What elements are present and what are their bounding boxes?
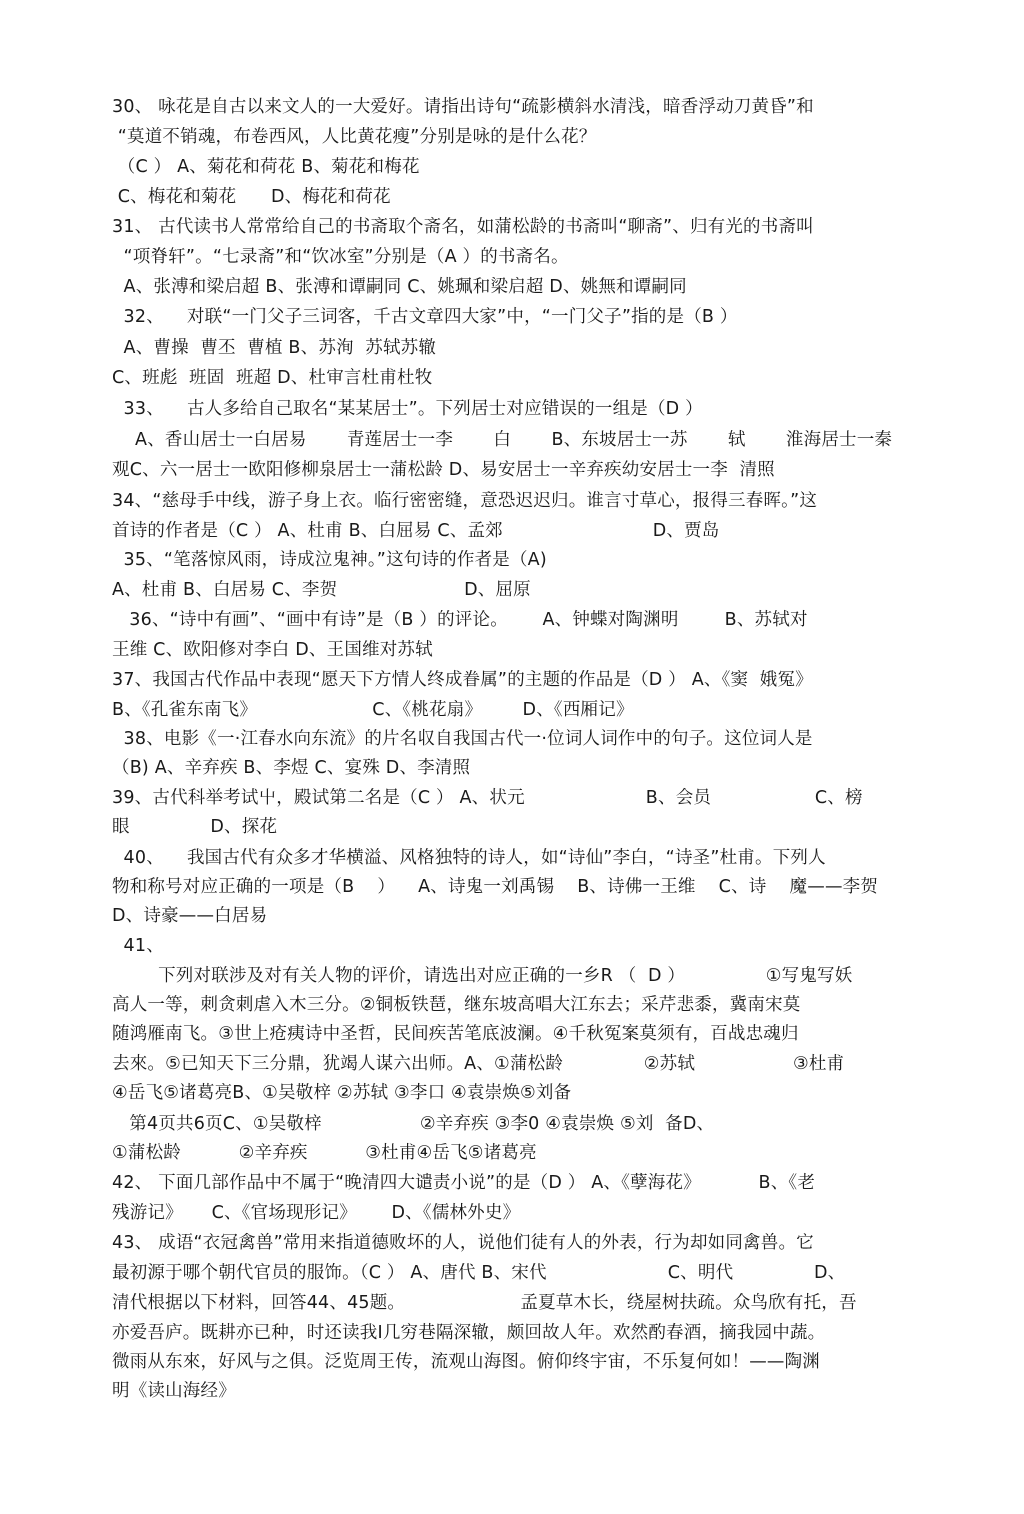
- text-line: 40、 我国古代有众多才华横溢、风格独特的诗人，如“诗仙”李白，“诗圣”杜甫。下列人: [112, 848, 826, 868]
- text-line: ①蒲松龄 ②辛弃疾 ③杜甫④岳飞⑤诸葛亮: [112, 1143, 537, 1163]
- text-line: 31、 古代读书人常常给自己的书斋取个斋名，如蒲松龄的书斋叫“聊斋”、归有光的书斋叫: [112, 217, 814, 237]
- text-line: 第4页共6页C、①吴敬梓 ②辛弃疾 ③李0 ④袁崇焕 ⑤刘 备D、: [112, 1114, 715, 1134]
- text-line: 33、 古人多给自己取名“某某居士”。下列居士对应错误的一组是（D ）: [112, 399, 703, 419]
- text-line: 37、我国古代作品中表现“愿天下方情人终成眷属”的主题的作品是（D ） A、《窦 娥冤》: [112, 670, 813, 690]
- text-line: 亦爱吾庐。既耕亦已种，时还读我I几穷巷隔深辙，颇回故人年。欢然酌春酒，摘我园中蔬。: [112, 1323, 826, 1343]
- text-line: 35、“笔落惊风雨，诗成泣鬼神。”这句诗的作者是（A): [112, 550, 547, 570]
- text-line: 32、 对联“一门父子三词客，千古文章四大家”中，“一门父子”指的是（B ）: [112, 307, 738, 327]
- text-line: C、班彪 班固 班超 D、杜审言杜甫杜牧: [112, 368, 433, 388]
- text-line: 微雨从东來，好风与之俱。泛览周王传，流观山海图。俯仰终宇宙，不乐复何如！——陶渊: [112, 1352, 820, 1372]
- text-line: “莫道不销魂，布卷西风，人比黄花瘦”分别是咏的是什么花？: [112, 127, 597, 147]
- text-line: 首诗的作者是（C ） A、杜甫 B、白屈易 C、孟郊 D、贾岛: [112, 521, 720, 541]
- text-line: 随鸿雁南飞。③世上疮痍诗中圣哲，民间疾苦笔底波澜。④千秋冤案莫须有，百战忠魂归: [112, 1024, 799, 1044]
- text-line: 明《读山海经》: [112, 1381, 236, 1401]
- text-line: 眼 D、探花: [112, 817, 278, 837]
- text-line: 高人一等，刺贪刺虐入木三分。②铜板铁琶，继东坡高唱大江东去；采芹悲黍，冀南宋莫: [112, 995, 801, 1015]
- text-line: A、张溥和梁启超 B、张溥和谭嗣同 C、姚珮和梁启超 D、姚無和谭嗣同: [112, 277, 687, 297]
- text-line: 清代根据以下材料，回答44、45题。 孟夏草木长，绕屋树扶疏。众鸟欣有托，吾: [112, 1293, 857, 1313]
- text-line: 30、 咏花是自古以来文人的一大爱好。请指出诗句“疏影横斜水清浅，暗香浮动刀黄昏”和: [112, 97, 814, 117]
- text-line: 去來。⑤已知天下三分鼎，犹竭人谋六出师。A、①蒲松龄 ②苏轼 ③杜甫: [112, 1054, 845, 1074]
- text-line: A、曹操 曹丕 曹植 B、苏洵 苏轼苏辙: [112, 338, 437, 358]
- text-line: ④岳飞⑤诸葛亮B、①吴敬梓 ②苏轼 ③李口 ④袁崇焕⑤刘备: [112, 1083, 572, 1103]
- text-line: 最初源于哪个朝代官员的服饰。（C ） A、唐代 B、宋代 C、明代 D、: [112, 1263, 846, 1283]
- text-line: 王维 C、欧阳修对李白 D、王国维对苏轼: [112, 640, 433, 660]
- text-line: （C ） A、菊花和荷花 B、菊花和梅花: [112, 157, 420, 177]
- text-line: 36、“诗中有画”、“画中有诗”是（B ）的评论。 A、钟蝶对陶渊明 B、苏轼对: [112, 610, 808, 630]
- text-line: 43、 成语“衣冠禽兽”常用来指道德败坏的人，说他们徒有人的外表，行为却如同禽兽。它: [112, 1233, 814, 1253]
- text-line: 42、 下面几部作品中不属于“晚清四大谴责小说”的是（D ） A、《孽海花》 B、《老: [112, 1173, 816, 1193]
- text-line: 41、: [112, 936, 164, 956]
- text-line: （B) A、辛弃疾 B、李煜 C、宴殊 D、李清照: [112, 758, 471, 778]
- text-line: 下列对联涉及对有关人物的评价，请选出对应正确的一乡R （ D ） ①写鬼写妖: [112, 966, 853, 986]
- text-line: A、香山居士一白居易 青莲居士一李 白 B、东坡居士一苏 轼 淮海居士一秦: [112, 430, 893, 450]
- text-line: C、梅花和菊花 D、梅花和荷花: [112, 187, 391, 207]
- text-line: D、诗豪——白居易: [112, 906, 268, 926]
- text-line: 残游记》 C、《官场现形记》 D、《儒林外史》: [112, 1203, 521, 1223]
- text-line: “项脊轩”。“七录斋”和“饮冰室”分别是（A ）的书斋名。: [112, 247, 569, 267]
- text-line: 观C、六一居士一欧阳修柳泉居士一蒲松龄 D、易安居士一辛弃疾幼安居士一李 清照: [112, 460, 775, 480]
- text-line: 物和称号对应正确的一项是（B ） A、诗鬼一刘禹锡 B、诗佛一王维 C、诗 魔——李贺: [112, 877, 879, 897]
- text-line: B、《孔雀东南飞》 C、《桃花扇》 D、《西厢记》: [112, 700, 634, 720]
- text-line: A、杜甫 B、白居易 C、李贺 D、屈原: [112, 580, 531, 600]
- text-line: 39、古代科举考试屮，殿试第二名是（C ） A、状元 B、会员 C、榜: [112, 788, 863, 808]
- text-line: 34、“慈母手中线，游子身上衣。临行密密缝，意恐迟迟归。谁言寸草心，报得三春晖。”这: [112, 491, 818, 511]
- text-line: 38、电影《一·江春水向东流》的片名収自我国古代一·位词人词作中的句子。这位词人是: [112, 729, 813, 749]
